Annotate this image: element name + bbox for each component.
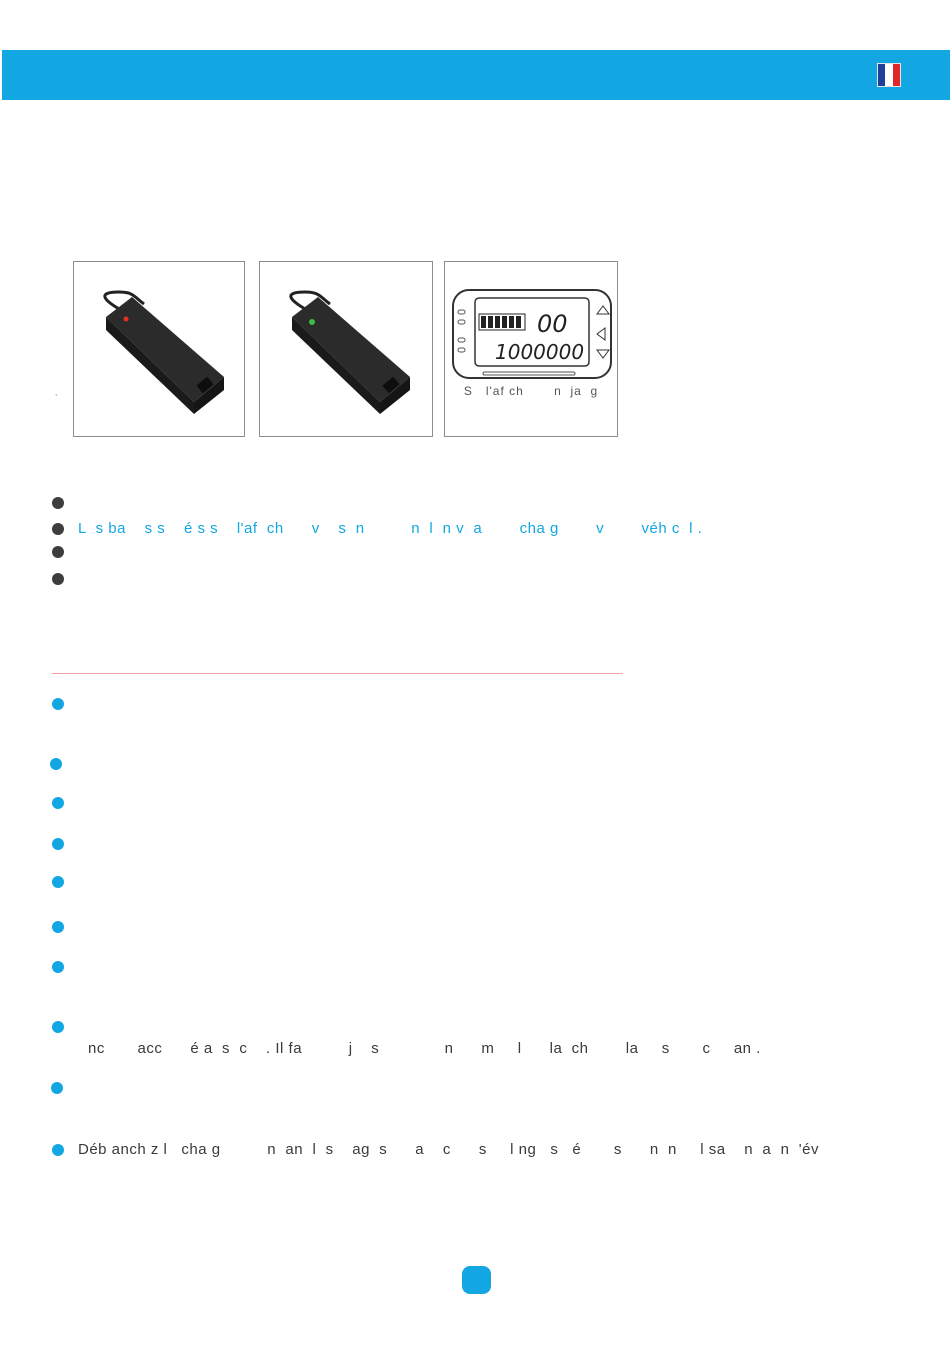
- page-number-badge: [462, 1266, 491, 1294]
- display-caption: S l'af ch n ja g: [463, 384, 599, 398]
- display-photo: [444, 261, 618, 437]
- bullet-dot: [52, 797, 64, 809]
- charger-red-photo: [73, 261, 245, 437]
- charger-red-led-icon: [74, 262, 244, 436]
- french-flag-icon: [877, 63, 901, 87]
- section-divider: [52, 673, 623, 674]
- speed-readout: 00: [537, 310, 568, 338]
- list-two-item-10: Déb anch z l cha g n an l s ag s a c s l ng s é s n n l sa n a n 'év: [78, 1141, 819, 1158]
- bullet-dot: [52, 698, 64, 710]
- list-one-item-2: L s ba s s é s s l'af ch v s n n l n v a cha g v véh c l .: [78, 520, 703, 537]
- bullet-dot: [52, 546, 64, 558]
- charger-green-photo: [259, 261, 433, 437]
- bullet-dot: [52, 1144, 64, 1156]
- bullet-dot: [52, 497, 64, 509]
- bullet-dot: [52, 573, 64, 585]
- list-two-item-8-continuation: nc acc é a s c . Il fa j s n m l la ch la s c an .: [88, 1040, 761, 1057]
- header-band: [2, 50, 950, 100]
- bullet-dot: [52, 921, 64, 933]
- bullet-dot: [52, 876, 64, 888]
- lcd-display-icon: [445, 262, 617, 382]
- bullet-dot: [52, 961, 64, 973]
- bullet-dot: [51, 1082, 63, 1094]
- tiny-mark: ,: [55, 388, 58, 397]
- odometer-readout: 1000000: [495, 340, 585, 364]
- bullet-dot: [50, 758, 62, 770]
- bullet-dot: [52, 1021, 64, 1033]
- charger-green-led-icon: [260, 262, 432, 436]
- bullet-dot: [52, 523, 64, 535]
- bullet-dot: [52, 838, 64, 850]
